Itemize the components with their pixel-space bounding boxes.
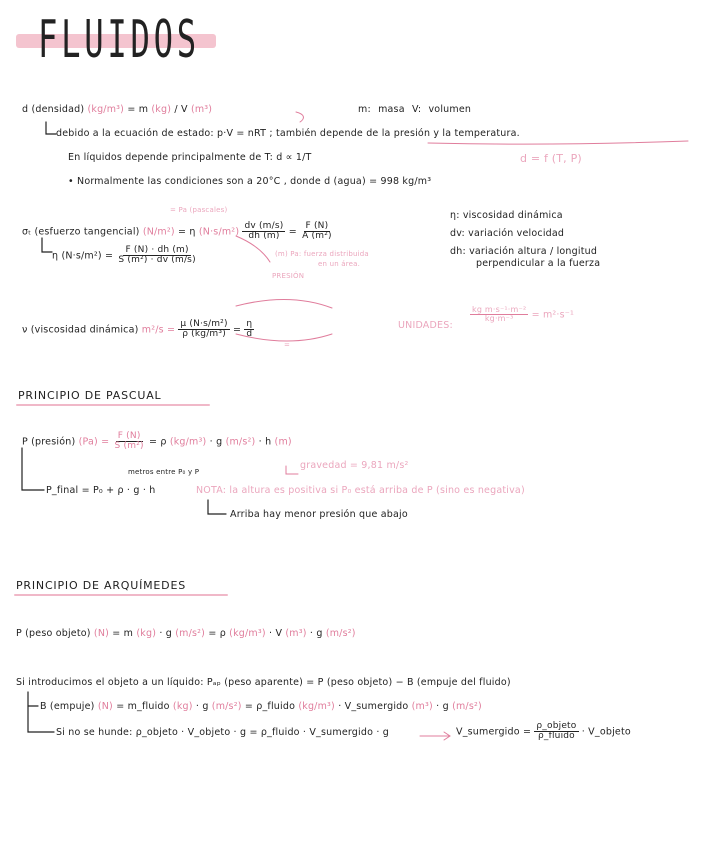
f-a-fraction: $\frac{F (N)}{\text{A (m²)}}$ xyxy=(302,221,332,242)
sigma-label: σₜ (esfuerzo tangencial) xyxy=(22,226,140,238)
state-equation-note: debido a la ecuación de estado: p·V = nRT ; también depende de la presión y la temperatura. xyxy=(56,128,520,139)
kinematic-viscosity-formula: ν (viscosidad dinámica) m²/s = $\frac{\text{μ (N·s/m²)}}{\text{ρ (kg/m³)}}$ = $\frac{\eta}{d}$ xyxy=(22,319,253,340)
sigma-units: (N/m²) xyxy=(142,226,175,238)
nu-label: ν (viscosidad dinámica) xyxy=(22,324,139,336)
pfinal-arrow xyxy=(22,448,44,490)
density-function: d = f (T, P) xyxy=(520,152,582,165)
no-sink-formula: Si no se hunde: ρ_objeto · V_objeto · g = ρ_fluido · V_sumergido · g xyxy=(56,727,390,738)
def-dh: dh: variación altura / longitud xyxy=(450,246,598,257)
units-label: UNIDADES: xyxy=(398,320,453,331)
nota-note: NOTA: la altura es positiva si P₀ está arriba de P (sino es negativa) xyxy=(196,485,525,496)
def-dv: dv: variación velocidad xyxy=(450,228,565,239)
pressure-label-main: P (presión) xyxy=(22,436,76,448)
density-legend: m: masa V: volumen xyxy=(358,104,472,115)
pressure-link xyxy=(236,236,270,262)
pressure-label: PRESIÓN xyxy=(272,272,305,280)
intro-line: Si introducimos el objeto a un líquido: Pₐₚ (peso aparente) = P (peso objeto) − B (empuje del fluido) xyxy=(16,677,511,688)
eta-line: η (N·s/m²) = xyxy=(52,250,114,262)
loop-bottom xyxy=(236,334,332,341)
page-title: FLUIDOS xyxy=(38,10,200,70)
density-arrow xyxy=(46,122,56,134)
tangential-stress-formula: σₜ (esfuerzo tangencial) (N/m²) = η (N·s/m²) $\frac{dv (m/s)}{dh (m)}$ = $\frac{F (N)}{\text{A (m²)}}$ xyxy=(22,221,332,242)
eta-fraction: $\frac{F (N) \cdot dh (m)}{\text{S (m²) · dv (m/s)}}$ xyxy=(118,245,196,266)
pascal-heading: PRINCIPIO DE PASCUAL xyxy=(18,389,162,402)
volume-symbol: / V xyxy=(174,104,188,115)
mass-symbol: = m xyxy=(127,104,149,115)
pfinal-formula: P_final = P₀ + ρ · g · h xyxy=(46,485,156,496)
density-units: (kg/m³) xyxy=(87,104,125,115)
loop-top xyxy=(236,299,332,308)
units-result: = m²·s⁻¹ xyxy=(531,309,575,321)
equals-below: = xyxy=(284,341,291,349)
units-fraction: $\frac{\text{kg m·s⁻¹·m⁻²}}{\text{kg·m⁻³}}$ xyxy=(472,305,527,324)
arriba-arrow xyxy=(208,500,226,514)
buoyancy-formula: B (empuje) (N) = m_fluido (kg) · g (m/s²) = ρ_fluido (kg/m³) · V_sumergido (m³) · g (m/s²) xyxy=(40,701,482,712)
mu-rho-fraction: $\frac{\text{μ (N·s/m²)}}{\text{ρ (kg/m³)}}$ xyxy=(180,319,228,340)
eta-d-fraction: $\frac{\eta}{d}$ xyxy=(246,319,253,340)
normal-conditions-text: • Normalmente las condiciones son a 20°C , donde d (agua) = 998 kg/m³ xyxy=(68,176,432,187)
pressure-note-1: (m) Pa: fuerza distribuida xyxy=(275,250,369,258)
metros-note: metros entre P₀ y P xyxy=(128,468,200,476)
gravity-note: gravedad = 9,81 m/s² xyxy=(300,460,409,471)
eta-units: (N·s/m²) xyxy=(198,226,240,238)
volume-units: (m³) xyxy=(190,104,213,115)
liquid-temperature-note: En líquidos depende principalmente de T: d ∝ 1/T xyxy=(68,152,312,163)
pressure-formula: P (presión) (Pa) = $\frac{F (N)}{\text{S (m²)}}$ = ρ (kg/m³) · g (m/s²) · h (m) xyxy=(22,431,292,452)
v-arrow xyxy=(296,112,303,122)
nu-units: m²/s = xyxy=(141,324,176,336)
density-label: d (densidad) xyxy=(22,104,85,115)
eta-symbol: = η xyxy=(178,226,196,238)
vsum-formula: V_sumergido = $\frac{\text{ρ\_objeto}}{\text{ρ\_fluido}}$ · V_objeto xyxy=(456,721,631,742)
nohunde-arrow xyxy=(28,692,54,732)
implies-arrow xyxy=(420,732,450,740)
arriba-note: Arriba hay menor presión que abajo xyxy=(230,509,408,520)
def-eta: η: viscosidad dinámica xyxy=(450,210,563,221)
dv-dh-fraction: $\frac{dv (m/s)}{dh (m)}$ xyxy=(244,221,284,242)
eta-arrow xyxy=(42,238,52,252)
mass-units: (kg) xyxy=(151,104,172,115)
f-s-fraction: $\frac{F (N)}{\text{S (m²)}}$ xyxy=(114,431,144,452)
weight-formula: P (peso objeto) (N) = m (kg) · g (m/s²) = ρ (kg/m³) · V (m³) · g (m/s²) xyxy=(16,628,356,639)
pascal-unit-note: = Pa (pascales) xyxy=(170,206,228,214)
archimedes-heading: PRINCIPIO DE ARQUÍMEDES xyxy=(16,579,186,592)
pa-units: (Pa) = xyxy=(78,436,110,448)
pressure-note-2: en un área. xyxy=(318,260,361,268)
depends-underline xyxy=(428,141,688,144)
gravity-arrow xyxy=(286,466,298,474)
rho-ratio-fraction: $\frac{\text{ρ\_objeto}}{\text{ρ\_fluido}}$ xyxy=(536,721,577,742)
def-dh-2: perpendicular a la fuerza xyxy=(476,258,601,269)
